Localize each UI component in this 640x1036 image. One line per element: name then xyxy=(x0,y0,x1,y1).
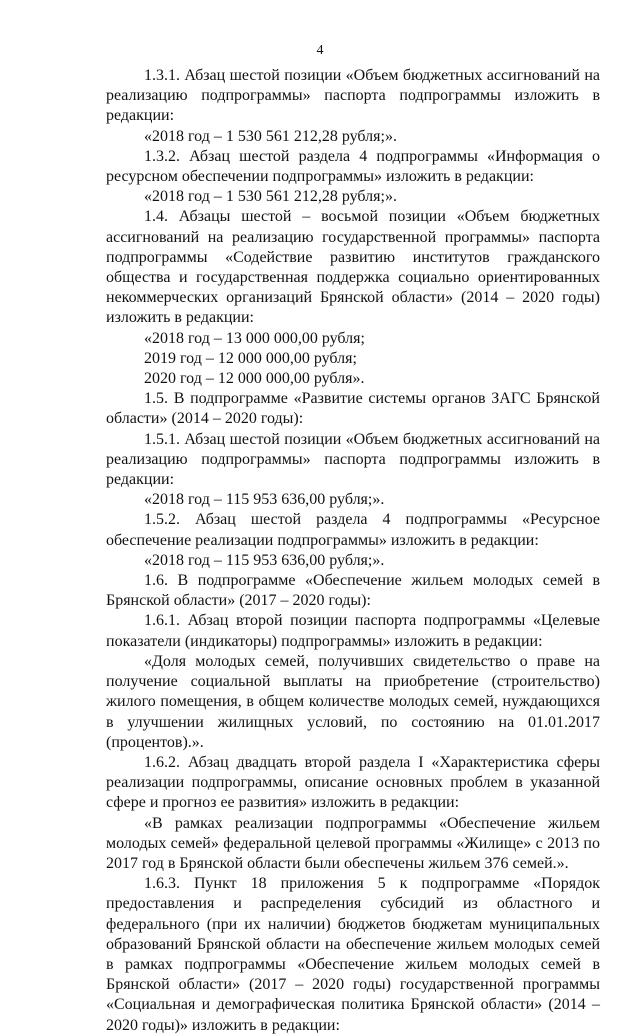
paragraph-1-3-1: 1.3.1. Абзац шестой позиции «Объем бюджетных ассигнований на реализацию подпрограммы» паспорта подпрограммы изложить в редакции: xyxy=(106,67,600,125)
page-number: 4 xyxy=(316,43,324,58)
quote-2018-amount: «2018 год – 115 953 636,00 рубля;». xyxy=(144,491,385,509)
paragraph-1-6: 1.6. В подпрограмме «Обеспечение жильем молодых семей в Брянской области» (2017 – 2020 годы): xyxy=(106,572,600,610)
document-body xyxy=(106,66,600,1036)
quote-2018-amount: «2018 год – 115 953 636,00 рубля;». xyxy=(144,551,385,569)
paragraph-1-3-2: 1.3.2. Абзац шестой раздела 4 подпрограммы «Информация о ресурсном обеспечении подпрограммы» изложить в редакции: xyxy=(106,147,600,186)
paragraph-1-6-1: 1.6.1. Абзац второй позиции паспорта подпрограммы «Целевые показатели (индикаторы) подпрограммы» изложить в редакции: xyxy=(106,612,600,650)
quote-2018-amount: «2018 год – 1 530 561 212,28 рубля;». xyxy=(144,127,397,145)
paragraph-1-5-1: 1.5.1. Абзац шестой позиции «Объем бюджетных ассигнований на реализацию подпрограммы» паспорта подпрограммы изложить в редакции: xyxy=(106,430,600,489)
quote-2018-amount: «2018 год – 13 000 000,00 рубля; xyxy=(144,329,365,347)
paragraph-1-4: 1.4. Абзацы шестой – восьмой позиции «Объем бюджетных ассигнований на реализацию государственной программы» паспорта подпрограммы «Содействие развитию институтов гражданского общества и государственная поддержка социально ориентированных некоммерческих организаций Брянской области» (2014 – 2020 годы) изложить в редакции: xyxy=(106,208,600,327)
quote-housing: «В рамках реализации подпрограммы «Обеспечение жильем молодых семей» федеральной целевой программы «Жилище» с 2013 по 2017 год в Брянской области были обеспечены жильем 376 семей.». xyxy=(106,814,600,872)
paragraph-1-6-2: 1.6.2. Абзац двадцать второй раздела I «Характеристика сферы реализации подпрограммы, описание основных проблем в указанной сфере и прогноз ее развития» изложить в редакции: xyxy=(106,753,600,812)
quote-2018-amount: «2018 год – 1 530 561 212,28 рубля;». xyxy=(144,188,397,206)
quote-2020-amount: 2020 год – 12 000 000,00 рубля». xyxy=(144,370,365,388)
quote-indicator: «Доля молодых семей, получивших свидетельство о праве на получение социальной выплаты на приобретение (строительство) жилого помещения, в общем количестве молодых семей, нуждающихся в улучшении жилищных условий, по состоянию на 01.01.2017 (процентов).». xyxy=(106,652,600,751)
paragraph-1-5-2: 1.5.2. Абзац шестой раздела 4 подпрограммы «Ресурсное обеспечение реализации подпрограммы» изложить в редакции: xyxy=(106,511,600,549)
paragraph-1-5: 1.5. В подпрограмме «Развитие системы органов ЗАГС Брянской области» (2014 – 2020 годы): xyxy=(106,390,600,428)
paragraph-1-6-3: 1.6.3. Пункт 18 приложения 5 к подпрограмме «Порядок предоставления и распределения субсидий из областного и федерального (при их наличии) бюджетов бюджетам муниципальных образований Брянской области на обеспечение жильем молодых семей в рамках подпрограммы «Обеспечение жильем молодых семей в Брянской области» (2017 – 2020 годы) государственной программы «Социальная и демографическая политика Брянской области» (2014 – 2020 годы)» изложить в редакции: xyxy=(106,875,600,1034)
quote-2019-amount: 2019 год – 12 000 000,00 рубля; xyxy=(144,349,357,367)
